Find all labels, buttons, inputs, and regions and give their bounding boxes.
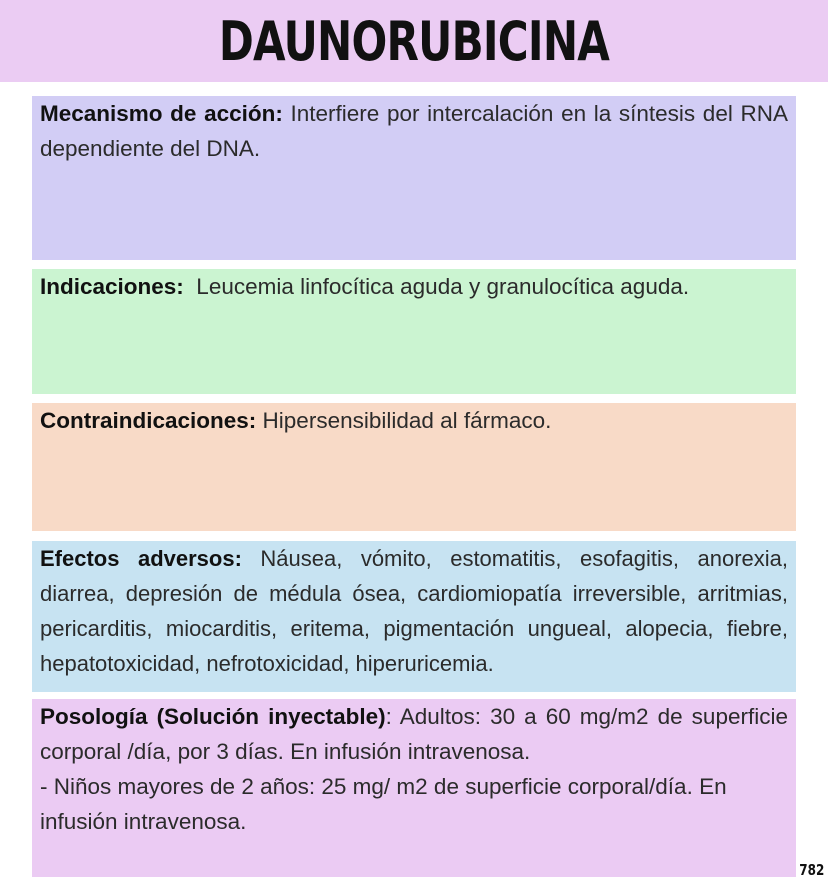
- efectos-label: Efectos adversos:: [40, 546, 242, 571]
- posologia-ninos-paragraph: - Niños mayores de 2 años: 25 mg/ m2 de superficie corporal/día. En infusión intravenosa.: [40, 774, 727, 834]
- indicaciones-text: Leucemia linfocítica aguda y granulocítica aguda.: [183, 274, 690, 299]
- posologia-paragraph: [40, 699, 788, 769]
- efectos-paragraph: [40, 541, 788, 681]
- posologia-label: Posología (Solución inyectable): [40, 704, 386, 729]
- section-efectos-adversos: [32, 541, 796, 692]
- section-contraindicaciones: [32, 403, 796, 531]
- section-indicaciones: [32, 269, 796, 394]
- page-title: DAUNORUBICINA: [218, 10, 610, 73]
- indicaciones-label: Indicaciones:: [40, 274, 184, 299]
- indicaciones-paragraph: [40, 269, 788, 304]
- contraindicaciones-label: Contraindicaciones:: [40, 408, 257, 433]
- title-banner: [0, 0, 828, 82]
- efectos-text: Náusea, vómito, estomatitis, esofagitis, anorexia, diarrea, depresión de médula ósea, cardiomiopatía irreversible, arritmias, pericarditis, miocarditis, eritema, pigmentación ungueal, alopecia, fiebre, hepatotoxicidad, nefrotoxicidad, hiperuricemia.: [40, 546, 788, 676]
- mecanismo-label: Mecanismo de acción:: [40, 101, 283, 126]
- contraindicaciones-paragraph: [40, 403, 788, 438]
- section-posologia: [32, 699, 796, 877]
- page-number: 782: [798, 861, 824, 879]
- section-mecanismo: [32, 96, 796, 260]
- mecanismo-text: Interfiere por intercalación en la síntesis del RNA dependiente del DNA.: [40, 101, 788, 161]
- mecanismo-paragraph: [40, 96, 788, 166]
- contraindicaciones-text: Hipersensibilidad al fármaco.: [256, 408, 552, 433]
- posologia-text: : Adultos: 30 a 60 mg/m2 de superficie corporal /día, por 3 días. En infusión intravenosa.: [40, 704, 788, 764]
